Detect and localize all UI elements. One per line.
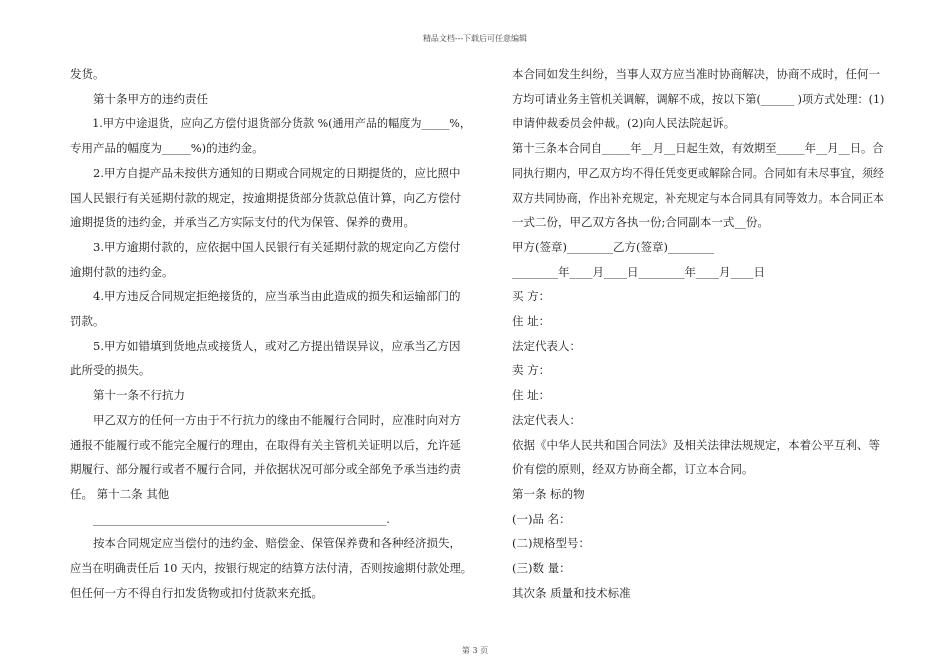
- text-line: 按本合同规定应当偿付的违约金、赔偿金、保管保养费和各种经济损失，: [93, 536, 461, 551]
- section-heading: 第十一条不行抗力: [93, 388, 185, 403]
- text-line: 3.甲方逾期付款的，应依据中国人民银行有关延期付款的规定向乙方偿付: [93, 239, 461, 254]
- text-line: 国人民银行有关延期付款的规定，按逾期提货部分货款总值计算，向乙方偿付: [70, 190, 461, 205]
- blank-line: ___________________________________________________.: [93, 511, 390, 526]
- text-line: 专用产品的幅度为_____%)的违约金。: [70, 141, 264, 156]
- text-line: 发货。: [70, 67, 105, 81]
- text-line: 应当在明确责任后 10 天内，按银行规定的结算方法付清，否则按逾期付款处理。: [70, 561, 472, 576]
- text-line: 2.甲方自提产品未按供方通知的日期或合同规定的日期提货的，应比照中: [93, 165, 461, 180]
- text-line: 罚款。: [70, 314, 105, 329]
- text-line: 4.甲方违反合同规定拒绝接货的，应当承当由此造成的损失和运输部门的: [93, 289, 461, 304]
- right-column: [512, 62, 884, 605]
- text-line: 申请仲裁委员会仲裁。(2)向人民法院起诉。: [512, 116, 736, 131]
- text-line: 方均可请业务主管机关调解，调解不成，按以下第(______ )项方式处理：(1): [512, 91, 885, 106]
- left-column: [70, 62, 472, 605]
- field-label: (二)规格型号：: [512, 536, 590, 551]
- legal-rep-label: 法定代表人：: [512, 338, 581, 353]
- legal-rep-label: 法定代表人：: [512, 412, 581, 427]
- buyer-label: 买 方：: [512, 289, 551, 304]
- address-label: 住 址：: [512, 314, 551, 329]
- field-label: (一)品 名：: [512, 511, 571, 526]
- text-line: 同执行期内，甲乙双方均不得任凭变更或解除合同。合同如有未尽事宜，须经: [512, 165, 884, 180]
- text-line: 任。 第十二条 其他: [70, 486, 170, 501]
- address-label: 住 址：: [512, 388, 551, 403]
- text-line: 本合同如发生纠纷，当事人双方应当准时协商解决，协商不成时，任何一: [512, 67, 880, 81]
- text-line: 5.甲方如错填到货地点或接货人，或对乙方提出错误异议，应承当乙方因: [93, 338, 461, 353]
- page-number: 第 3 页: [461, 646, 489, 655]
- date-line: ________年____月____日________年____月____日: [512, 264, 765, 279]
- text-line: 依据《中华人民共和国合同法》及相关法律法规规定，本着公平互利、等: [512, 437, 880, 452]
- text-line: 价有偿的原则，经双方协商全都，订立本合同。: [512, 462, 754, 477]
- text-line: 但任何一方不得自行扣发货物或扣付货款来充抵。: [70, 585, 323, 600]
- text-line: 通报不能履行或不能完全履行的理由，在取得有关主管机关证明以后，允许延: [70, 437, 461, 452]
- text-line: 第十三条本合同自_____年__月__日起生效，有效期至_____年__月__日。合: [512, 141, 884, 156]
- section-heading: 第一条 标的物: [512, 486, 585, 501]
- section-heading: 其次条 质量和技术标准: [512, 585, 631, 600]
- page-header: 精品文档---下载后可任意编辑: [422, 34, 528, 43]
- text-line: 期履行、部分履行或者不履行合同，并依据状况可部分或全部免予承当违约责: [70, 462, 461, 477]
- text-line: 此所受的损失。: [70, 363, 151, 378]
- signature-line: 甲方(签章)________乙方(签章)________: [512, 239, 714, 254]
- seller-label: 卖 方：: [512, 363, 551, 378]
- text-line: 逾期提货的违约金，并承当乙方实际支付的代为保管、保养的费用。: [70, 215, 415, 230]
- text-line: 1.甲方中途退货，应向乙方偿付退货部分货款 %(通用产品的幅度为_____%，: [92, 116, 471, 131]
- text-line: 一式二份，甲乙双方各执一份;合同副本一式__份。: [512, 215, 769, 230]
- text-line: 双方共同协商，作出补充规定，补充规定与本合同具有同等效力。本合同正本: [512, 190, 884, 205]
- section-heading: 第十条甲方的违约责任: [93, 91, 208, 106]
- text-line: 甲乙双方的任何一方由于不行抗力的缘由不能履行合同时，应准时向对方: [93, 412, 461, 427]
- field-label: (三)数 量：: [512, 561, 571, 576]
- text-line: 逾期付款的违约金。: [70, 264, 174, 279]
